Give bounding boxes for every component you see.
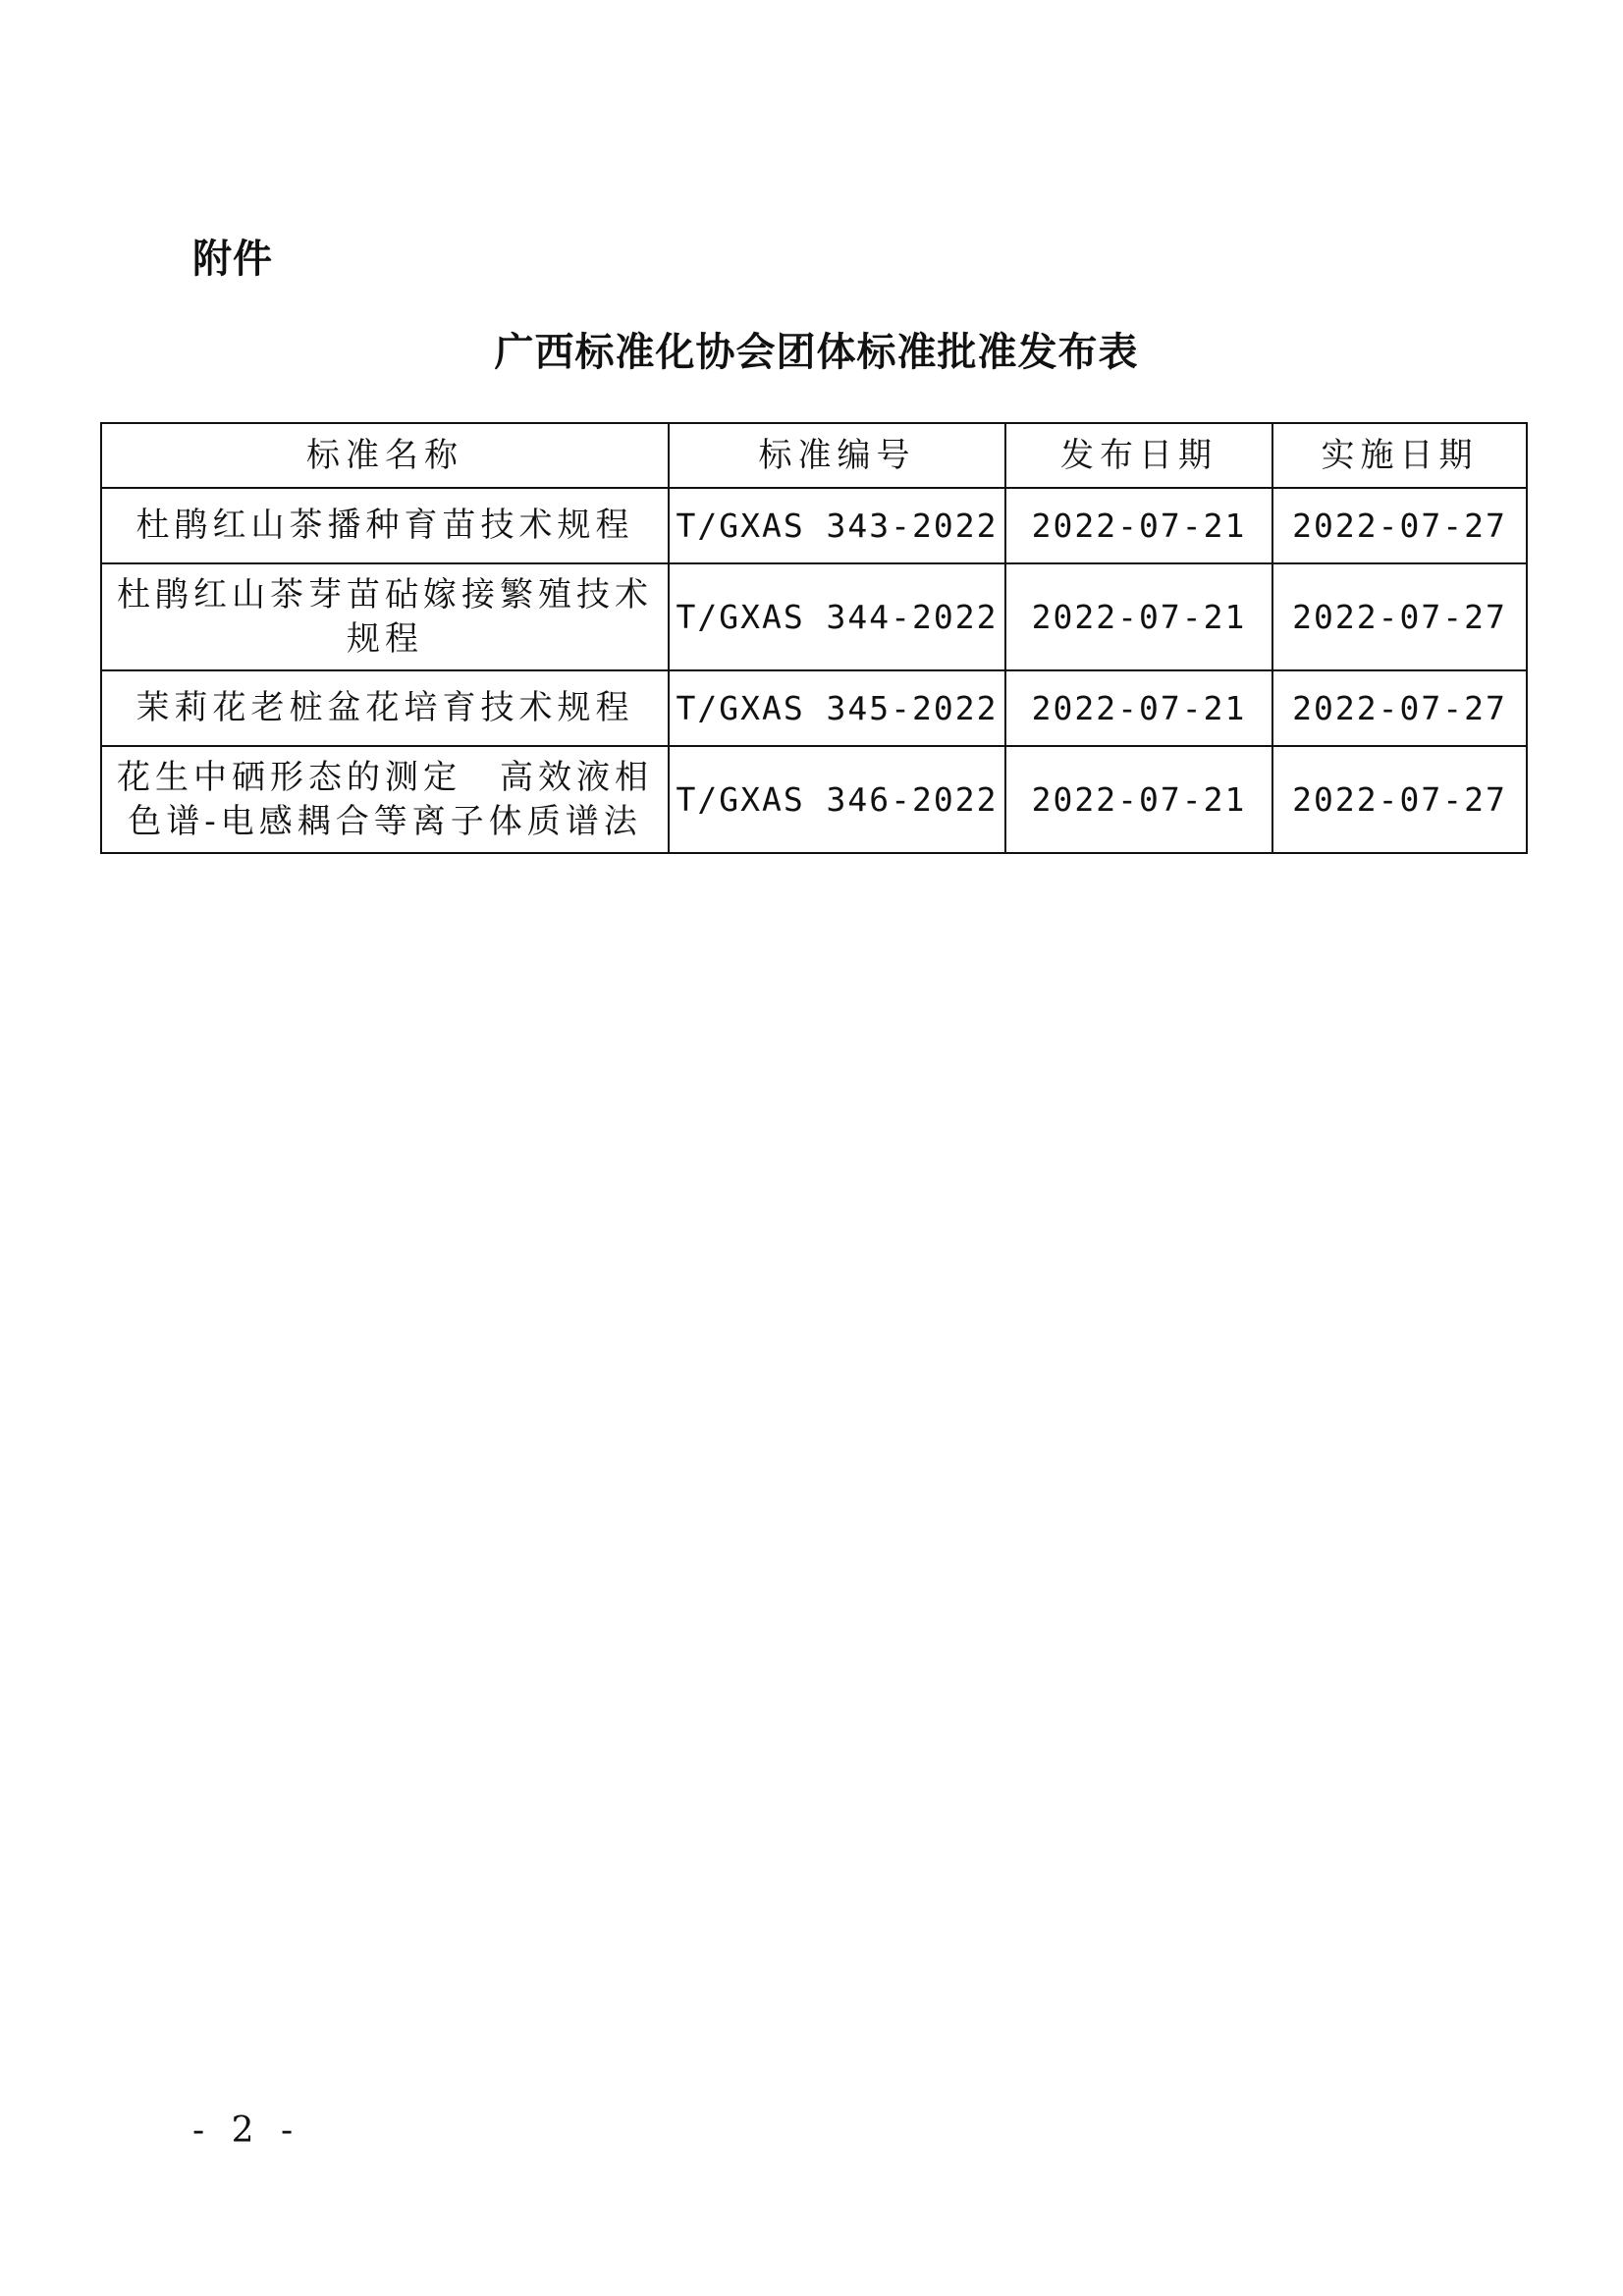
table-row (101, 746, 1527, 853)
annex-label: 附件 (192, 237, 273, 282)
standard-code-cell: T/GXAS 345-2022 (669, 670, 1005, 746)
table-row (101, 670, 1527, 746)
effective-date-cell: 2022-07-27 (1272, 746, 1527, 853)
release-date-cell: 2022-07-21 (1005, 488, 1272, 563)
standards-table (100, 422, 1528, 854)
standard-name-cell: 茉莉花老桩盆花培育技术规程 (101, 670, 669, 746)
standard-code-cell: T/GXAS 344-2022 (669, 563, 1005, 670)
standard-name-cell: 杜鹃红山茶芽苗砧嫁接繁殖技术规程 (101, 563, 669, 670)
release-date-cell: 2022-07-21 (1005, 746, 1272, 853)
header-release-date: 发布日期 (1005, 423, 1272, 488)
release-date-cell: 2022-07-21 (1005, 563, 1272, 670)
standard-code-cell: T/GXAS 343-2022 (669, 488, 1005, 563)
standard-code-cell: T/GXAS 346-2022 (669, 746, 1005, 853)
document-title: 广西标准化协会团体标准批准发布表 (494, 330, 1139, 375)
standard-name-cell: 杜鹃红山茶播种育苗技术规程 (101, 488, 669, 563)
table-row (101, 563, 1527, 670)
header-standard-name: 标准名称 (101, 423, 669, 488)
effective-date-cell: 2022-07-27 (1272, 488, 1527, 563)
standard-name-cell: 花生中硒形态的测定 高效液相色谱-电感耦合等离子体质谱法 (101, 746, 669, 853)
effective-date-cell: 2022-07-27 (1272, 670, 1527, 746)
release-date-cell: 2022-07-21 (1005, 670, 1272, 746)
effective-date-cell: 2022-07-27 (1272, 563, 1527, 670)
header-effective-date: 实施日期 (1272, 423, 1527, 488)
table-row (101, 488, 1527, 563)
table-header-row (101, 423, 1527, 488)
header-standard-code: 标准编号 (669, 423, 1005, 488)
page-number: - 2 - (192, 2110, 301, 2151)
